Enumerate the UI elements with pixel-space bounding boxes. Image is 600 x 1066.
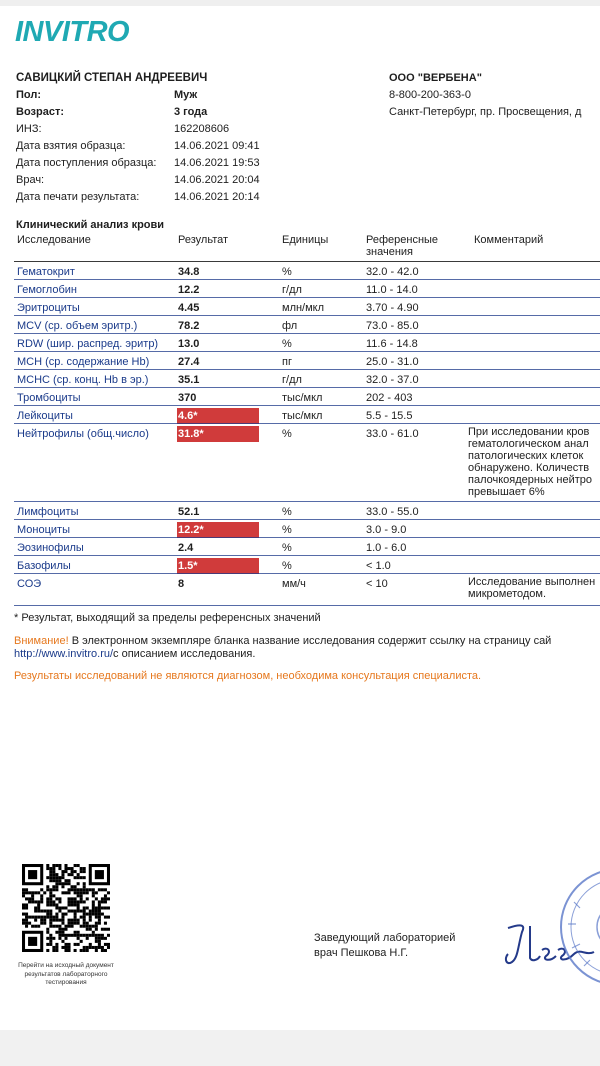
units: мм/ч bbox=[282, 578, 306, 590]
header-comment: Комментарий bbox=[474, 234, 544, 246]
test-name[interactable]: Моноциты bbox=[17, 524, 70, 536]
result-value: 370 bbox=[178, 392, 197, 404]
table-row bbox=[14, 538, 600, 556]
units: % bbox=[282, 266, 292, 278]
table-row bbox=[14, 262, 600, 280]
units: тыс/мкл bbox=[282, 392, 323, 404]
patient-field-label: ИНЗ: bbox=[16, 123, 42, 135]
units: % bbox=[282, 524, 292, 536]
test-name[interactable]: RDW (шир. распред. эритр) bbox=[17, 338, 159, 350]
header-result: Результат bbox=[178, 234, 229, 246]
patient-field-value: 162208606 bbox=[174, 123, 230, 135]
qr-code[interactable] bbox=[22, 864, 110, 952]
reference-range: 33.0 - 55.0 bbox=[366, 506, 419, 518]
units: % bbox=[282, 560, 292, 572]
patient-field-label: Дата печати результата: bbox=[16, 191, 140, 203]
invitro-link[interactable]: http://www.invitro.ru/ bbox=[14, 648, 114, 660]
result-value: 78.2 bbox=[178, 320, 200, 332]
result-value: 34.8 bbox=[178, 266, 200, 278]
stamp-icon bbox=[554, 862, 600, 992]
patient-field-value: 14.06.2021 09:41 bbox=[174, 140, 260, 152]
test-name[interactable]: MCV (ср. объем эритр.) bbox=[17, 320, 138, 332]
reference-range: 3.70 - 4.90 bbox=[366, 302, 419, 314]
patient-field-value: 14.06.2021 19:53 bbox=[174, 157, 260, 169]
test-name[interactable]: Нейтрофилы (общ.число) bbox=[17, 428, 149, 440]
test-name[interactable]: Тромбоциты bbox=[17, 392, 81, 404]
patient-field-label: Дата поступления образца: bbox=[16, 157, 157, 169]
warning-line bbox=[14, 635, 551, 647]
reference-range: 32.0 - 42.0 bbox=[366, 266, 419, 278]
result-value: 35.1 bbox=[178, 374, 200, 386]
header-units: Единицы bbox=[282, 234, 329, 246]
reference-range: 11.0 - 14.0 bbox=[366, 284, 418, 296]
test-name[interactable]: Эозинофилы bbox=[17, 542, 84, 554]
result-value: 31.8* bbox=[177, 426, 259, 442]
footnote: * Результат, выходящий за пределы референсных значений bbox=[14, 612, 321, 624]
reference-range: 33.0 - 61.0 bbox=[366, 428, 419, 440]
table-row bbox=[14, 520, 600, 538]
patient-field-label: Врач: bbox=[16, 174, 45, 186]
table-row bbox=[14, 298, 600, 316]
result-value: 12.2 bbox=[178, 284, 200, 296]
result-value: 8 bbox=[178, 578, 185, 590]
bottom-edge bbox=[0, 1030, 600, 1066]
table-row bbox=[14, 370, 600, 388]
reference-range: 3.0 - 9.0 bbox=[366, 524, 407, 536]
table-row bbox=[14, 574, 600, 606]
org-phone: 8-800-200-363-0 bbox=[389, 89, 471, 101]
table-row bbox=[14, 424, 600, 502]
units: тыс/мкл bbox=[282, 410, 323, 422]
table-row bbox=[14, 388, 600, 406]
warning-link-suffix: с описанием исследования. bbox=[113, 648, 256, 660]
test-name[interactable]: Гемоглобин bbox=[17, 284, 77, 296]
test-name[interactable]: Гематокрит bbox=[17, 266, 75, 278]
test-name[interactable]: Эритроциты bbox=[17, 302, 80, 314]
table-row bbox=[14, 556, 600, 574]
units: % bbox=[282, 506, 292, 518]
patient-name: САВИЦКИЙ СТЕПАН АНДРЕЕВИЧ bbox=[16, 72, 208, 84]
header-test: Исследование bbox=[17, 234, 91, 246]
reference-range: < 1.0 bbox=[366, 560, 391, 572]
analysis-title: Клинический анализ крови bbox=[16, 219, 165, 231]
comment: При исследовании кров гематологическом анал патологических клеток обнаружено. Количеств палочкоядерных нейтро превышает 6% bbox=[468, 426, 593, 498]
table-row bbox=[14, 502, 600, 520]
table-row bbox=[14, 352, 600, 370]
units: пг bbox=[282, 356, 292, 368]
reference-range: 1.0 - 6.0 bbox=[366, 542, 407, 554]
warning-text: В электронном экземпляре бланка название исследования содержит ссылку на страницу сай bbox=[68, 635, 552, 647]
result-value: 27.4 bbox=[178, 356, 200, 368]
test-name[interactable]: Лейкоциты bbox=[17, 410, 73, 422]
row-divider bbox=[14, 605, 600, 606]
table-row bbox=[14, 406, 600, 424]
result-value: 4.6* bbox=[177, 408, 259, 424]
reference-range: 25.0 - 31.0 bbox=[366, 356, 419, 368]
patient-field-value: 3 года bbox=[174, 106, 208, 118]
test-name[interactable]: MCH (ср. содержание Hb) bbox=[17, 356, 150, 368]
reference-range: 202 - 403 bbox=[366, 392, 413, 404]
table-row bbox=[14, 334, 600, 352]
reference-range: 32.0 - 37.0 bbox=[366, 374, 419, 386]
units: % bbox=[282, 338, 292, 350]
warning-prefix: Внимание! bbox=[14, 635, 69, 647]
table-row bbox=[14, 316, 600, 334]
header-reference-line2: значения bbox=[366, 246, 414, 258]
reference-range: 11.6 - 14.8 bbox=[366, 338, 418, 350]
lab-head-title: Заведующий лабораторией bbox=[314, 932, 456, 944]
patient-field-label: Возраст: bbox=[16, 106, 64, 118]
patient-field-label: Пол: bbox=[16, 89, 42, 101]
result-value: 52.1 bbox=[178, 506, 200, 518]
test-name[interactable]: MCHC (ср. конц. Hb в эр.) bbox=[17, 374, 149, 386]
patient-field-value: 14.06.2021 20:04 bbox=[174, 174, 260, 186]
units: % bbox=[282, 542, 292, 554]
invitro-logo: INVITRO bbox=[15, 16, 130, 48]
patient-field-value: 14.06.2021 20:14 bbox=[174, 191, 260, 203]
lab-head-name: врач Пешкова Н.Г. bbox=[314, 947, 409, 959]
org-name: ООО "ВЕРБЕНА" bbox=[389, 72, 482, 84]
units: фл bbox=[282, 320, 298, 332]
top-edge bbox=[0, 0, 600, 6]
test-name[interactable]: Лимфоциты bbox=[17, 506, 79, 518]
result-value: 4.45 bbox=[178, 302, 200, 314]
patient-field-label: Дата взятия образца: bbox=[16, 140, 126, 152]
disclaimer: Результаты исследований не являются диагнозом, необходима консультация специалиста. bbox=[14, 670, 482, 682]
header-reference bbox=[366, 234, 438, 258]
org-address: Санкт-Петербург, пр. Просвещения, д bbox=[389, 106, 582, 118]
patient-field-value: Муж bbox=[174, 89, 198, 101]
test-name[interactable]: СОЭ bbox=[17, 578, 42, 590]
reference-range: < 10 bbox=[366, 578, 388, 590]
table-row bbox=[14, 280, 600, 298]
result-value: 2.4 bbox=[178, 542, 194, 554]
warning-link-line bbox=[14, 648, 255, 660]
reference-range: 5.5 - 15.5 bbox=[366, 410, 413, 422]
reference-range: 73.0 - 85.0 bbox=[366, 320, 419, 332]
result-value: 13.0 bbox=[178, 338, 200, 350]
units: г/дл bbox=[282, 284, 302, 296]
qr-caption: Перейти на исходный документ результатов лабораторного тестирования bbox=[18, 962, 114, 986]
units: г/дл bbox=[282, 374, 302, 386]
result-value: 12.2* bbox=[177, 522, 259, 538]
test-name[interactable]: Базофилы bbox=[17, 560, 71, 572]
units: млн/мкл bbox=[282, 302, 325, 314]
header-reference-line1: Референсные bbox=[366, 234, 439, 246]
comment: Исследование выполнен микрометодом. bbox=[468, 576, 596, 600]
units: % bbox=[282, 428, 292, 440]
result-value: 1.5* bbox=[177, 558, 259, 574]
